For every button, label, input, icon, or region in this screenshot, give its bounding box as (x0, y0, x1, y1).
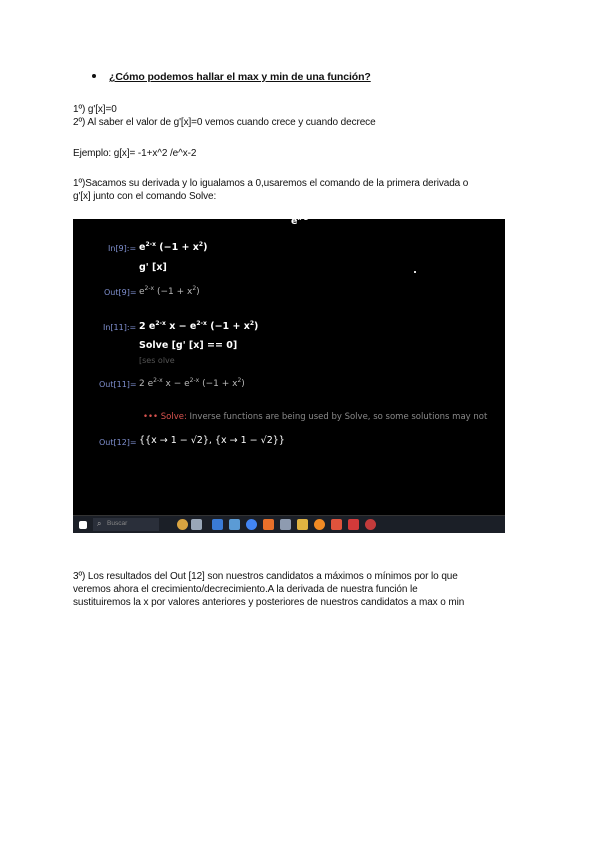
out12-expression: {{x → 1 − √2}, {x → 1 − √2}} (139, 435, 285, 446)
out12-label: Out[12]= (99, 438, 137, 447)
paragraph3-line1: 3º) Los resultados del Out [12] son nuestros candidatos a máximos o mínimos por lo que (73, 571, 458, 582)
edge-icon[interactable] (229, 519, 240, 530)
solve-warning-message: ••• Solve: Inverse functions are being used by Solve, so some solutions may not (143, 412, 488, 422)
bullet-point (92, 74, 96, 78)
in11-label: In[11]:= (103, 323, 137, 332)
paragraph1-line2: g'[x] junto con el comando Solve: (73, 191, 217, 202)
out9-expression: $e^{2-x}$ $(-1 + x^2)$ (139, 285, 200, 297)
firefox-icon[interactable] (314, 519, 325, 530)
taskbar-search[interactable] (93, 518, 159, 531)
in11-expression[interactable]: 2 $e^{2-x}$ $x - e^{2-x}$ $(-1 + x^2)$ (139, 320, 259, 333)
in9-line2[interactable]: g' [x] (139, 262, 167, 273)
wolfram-icon[interactable] (365, 519, 376, 530)
out11-label: Out[11]= (99, 380, 137, 389)
search-icon: ⌕ (97, 519, 102, 528)
top-fragment: $e^{x-2}$ (291, 215, 308, 228)
step1-text: 1º) g'[x]=0 (73, 104, 117, 115)
file-explorer-icon[interactable] (191, 519, 202, 530)
mathematica-icon[interactable] (280, 519, 291, 530)
windows-icon[interactable] (79, 521, 87, 529)
folder-icon[interactable] (297, 519, 308, 530)
step2-text: 2º) Al saber el valor de g'[x]=0 vemos cuando crece y cuando decrece (73, 117, 376, 128)
in9-expression[interactable]: $e^{2-x}$ $(-1 + x^2)$ (139, 241, 208, 254)
in9-label: In[9]:= (108, 244, 137, 253)
calculator-icon[interactable] (212, 519, 223, 530)
chrome-icon[interactable] (246, 519, 257, 530)
out11-expression: 2 $e^{2-x}$ $x - e^{2-x}$ $(-1 + x^2)$ (139, 377, 245, 389)
in11-hint: [ses olve (139, 356, 175, 365)
example-text: Ejemplo: g[x]= -1+x^2 /e^x-2 (73, 148, 197, 159)
brave-icon[interactable] (331, 519, 342, 530)
in11-solve[interactable]: Solve [g' [x] == 0] (139, 340, 238, 351)
out9-label: Out[9]= (104, 288, 137, 297)
paragraph3-line2: veremos ahora el crecimiento/decrecimiento.A la derivada de nuestra función le (73, 584, 418, 595)
store-icon[interactable] (263, 519, 274, 530)
paragraph3-line3: sustituiremos la x por valores anteriores y posteriores de nuestros candidatos a max o min (73, 597, 465, 608)
paragraph1-line1: 1º)Sacamos su derivada y lo igualamos a 0,usaremos el comando de la primera derivada o (73, 178, 469, 189)
cursor-dot (414, 271, 416, 273)
windows-taskbar (73, 515, 505, 533)
mathematica-screenshot (73, 215, 505, 533)
cortana-icon[interactable] (177, 519, 188, 530)
search-placeholder: Buscar (107, 520, 128, 527)
snip-icon[interactable] (348, 519, 359, 530)
document-heading: ¿Cómo podemos hallar el max y min de una función? (109, 71, 371, 83)
